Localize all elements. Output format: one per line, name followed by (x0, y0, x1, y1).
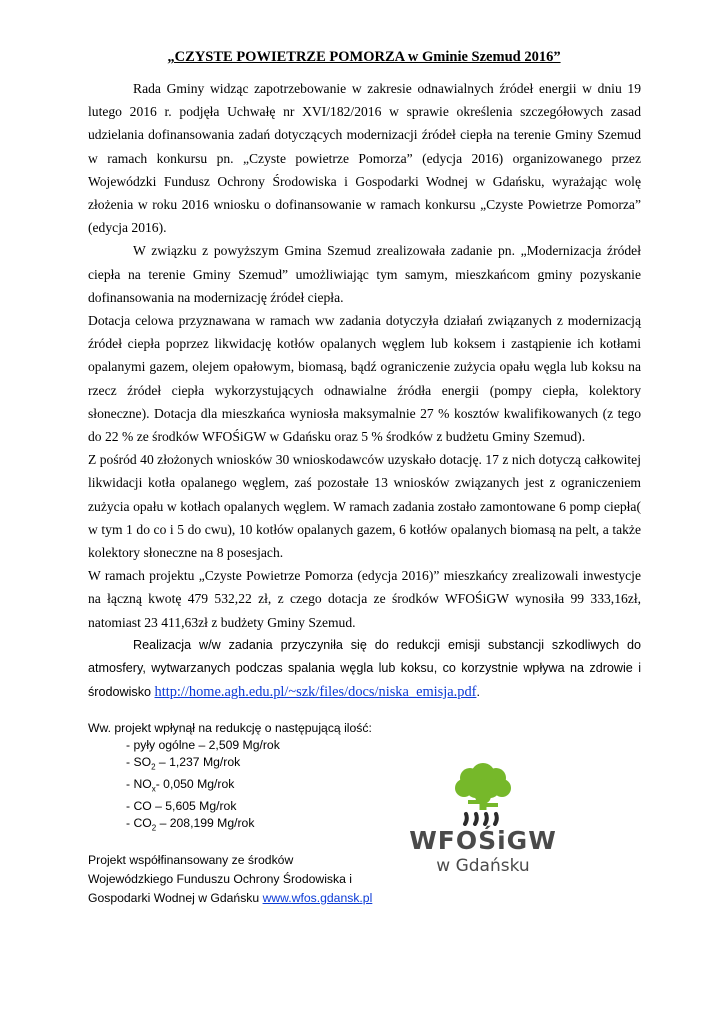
paragraph-resolution: Rada Gminy widząc zapotrzebowanie w zakresie odnawialnych źródeł energii w dniu 19 lutego 2016 r. podjęła Uchwałę nr XVI/182/2016 w sprawie określenia szczegółowych zasad udzielania dofinansowania zadań dotyczących modernizacji źródeł ciepła na terenie Gminy Szemud w ramach konkursu pn. „Czyste powietrze Pomorza” (edycja 2016) organizowanego przez Wojewódzki Fundusz Ochrony Środowiska i Gospodarki Wodnej w Gdańsku, wyrażając wolę złożenia w roku 2016 wniosku o dofinansowanie w ramach konkursu „Czyste Powietrze Pomorza” (edycja 2016). (88, 81, 641, 236)
emission-source-link[interactable]: http://home.agh.edu.pl/~szk/files/docs/niska_emisja.pdf (154, 683, 477, 700)
wfosigw-logo (408, 758, 558, 878)
logo-subtitle: w Gdańsku (436, 856, 530, 876)
nox-value: - 0,050 Mg/rok (155, 777, 235, 792)
logo-name: WFOŚiGW (409, 826, 557, 855)
wfos-website-link[interactable]: www.wfos.gdansk.pl (262, 891, 373, 905)
nox-label: - NO (126, 777, 152, 792)
co2-label: - CO (126, 815, 152, 830)
cofinancing-line-2: Wojewódzkiego Funduszu Ochrony Środowiska i (88, 872, 352, 886)
so2-subscript: 2 (151, 762, 156, 772)
cofinancing-note (88, 851, 418, 908)
co-value: 5,605 Mg/rok (165, 798, 237, 813)
tree-roots-icon (408, 758, 558, 826)
nox-subscript: x (151, 784, 156, 794)
emission-text-end: . (476, 684, 480, 699)
cofinancing-line-1: Projekt współfinansowany ze środków (88, 853, 294, 867)
paragraph-emission (88, 634, 641, 704)
cofinancing-line-3-text: Gospodarki Wodnej w Gdańsku (88, 891, 263, 905)
document-body (88, 77, 641, 704)
reduction-heading: Ww. projekt wpłynął na redukcję o następującą ilość: (88, 721, 372, 735)
co-label: - CO – (126, 798, 166, 813)
reduction-item-co (126, 798, 418, 815)
paragraph-amounts: W ramach projektu „Czyste Powietrze Pomorza (edycja 2016)” mieszkańcy zrealizowali inwestycje na łączną kwotę 479 532,22 zł, z czego dotacja ze środków WFOŚiGW wynosiła 99 333,16zł, natomiast 23 411,63zł z budżety Gminy Szemud. (88, 568, 641, 630)
document-title: „CZYSTE POWIETRZE POMORZA w Gminie Szemud 2016” (167, 49, 561, 65)
paragraph-task: W związku z powyższym Gmina Szemud zrealizowała zadanie pn. „Modernizacja źródeł ciepła na terenie Gminy Szemud” umożliwiając tym samym, mieszkańcom gminy pozyskanie dofinansowania na modernizację źródeł ciepła. (88, 243, 641, 305)
reduction-item-so2 (126, 754, 418, 776)
dust-label: - pyły ogólne – (126, 738, 209, 753)
paragraph-subsidy: Dotacja celowa przyznawana w ramach ww zadania dotyczyła działań związanych z modernizacją źródeł ciepła poprzez likwidację kotłów opalanych węglem lub koksem i zastąpienie ich kotłami opalanymi gazem, olejem opałowym, biomasą, bądź ograniczenie zużycia opału węgla lub koksu na rzecz źródeł ciepła wykorzystujących odnawialne źródła energii (pompy ciepła, kolektory słoneczne). Dotacja dla mieszkańca wyniosła maksymalnie 27 % kosztów kwalifikowanych (z tego do 22 % ze środków WFOŚiGW w Gdańsku oraz 5 % środków z budżetu Gminy Szemud). (88, 313, 641, 445)
cofinancing-line-3 (88, 889, 418, 908)
reduction-list (88, 737, 418, 836)
paragraph-applications: Z pośród 40 złożonych wniosków 30 wnioskodawców uzyskało dotację. 17 z nich dotyczą całkowitej likwidacji kotła opalanego węglem, zaś pozostałe 13 wniosków związanych jest z ograniczeniem zużycia opału w kotłach opalanych węglem. W ramach zadania zostało zamontowane 6 pomp ciepła( w tym 1 do co i 5 do cwu), 10 kotłów opalanych gazem, 6 kotłów opalanych biomasą na pelt, a także kolektory słoneczne na 8 posesjach. (88, 452, 641, 561)
so2-value: – 1,237 Mg/rok (155, 755, 241, 770)
emission-text: Realizacja w/w zadania przyczyniła się do redukcji emisji substancji szkodliwych do atmosfery, wytwarzanych podczas spalania węgla lub koksu, co korzystnie wpływa na zdrowie i środowisko (88, 637, 641, 699)
reduction-item-dust (126, 737, 418, 754)
co2-subscript: 2 (151, 823, 157, 833)
so2-label: - SO (126, 755, 152, 770)
co2-value: – 208,199 Mg/rok (156, 815, 255, 830)
reduction-item-nox (126, 776, 418, 798)
dust-value: 2,509 Mg/rok (208, 738, 280, 753)
reduction-item-co2 (126, 815, 418, 837)
emission-reduction-section (88, 720, 418, 837)
